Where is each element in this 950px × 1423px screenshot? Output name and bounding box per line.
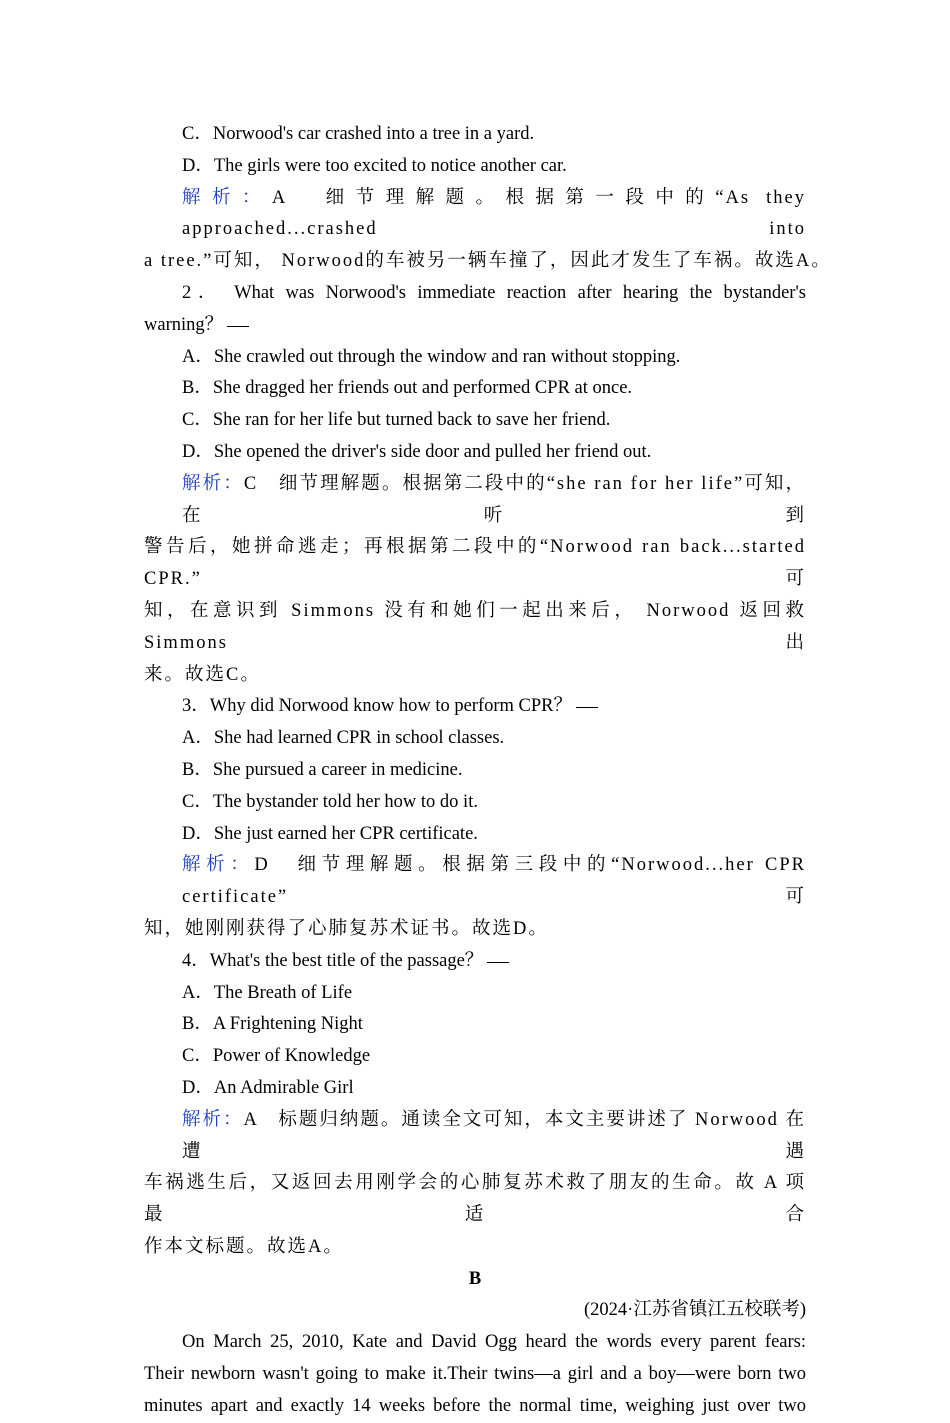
- q1-option-d: D．The girls were too excited to notice another car.: [182, 155, 567, 176]
- document-page: [144, 119, 832, 1423]
- passage-line: Their newborn wasn't going to make it.Their twins—a girl and a boy—were born two: [144, 1364, 806, 1385]
- q4-explanation-line: [144, 1105, 806, 1169]
- q3-explanation-line: 知，她刚刚获得了心肺复苏术证书。故选D。: [144, 918, 549, 939]
- q1-option-c: C．Norwood's car crashed into a tree in a yard.: [182, 124, 535, 144]
- q2-option-a: A．She crawled out through the window and ran without stopping.: [182, 346, 681, 367]
- q3-stem-line: [144, 691, 806, 723]
- q2-option-c: C．She ran for her life but turned back to save her friend.: [182, 410, 611, 431]
- q2-explanation-label: 解析：: [182, 473, 244, 494]
- q2-stem-line: [144, 310, 806, 342]
- q3-stem-text: 3．Why did Norwood know how to perform CPR？: [182, 696, 573, 717]
- q4-option-d: D．An Admirable Girl: [182, 1077, 354, 1098]
- q4-stem-line: [144, 946, 806, 978]
- q4-option-b: B．A Frightening Night: [182, 1014, 363, 1035]
- q4-explanation-line: 车祸逃生后，又返回去用刚学会的心肺复苏术救了朋友的生命。故 A 项最适合: [144, 1173, 806, 1226]
- answer-blank: [227, 325, 249, 327]
- q1-explanation-label: 解析：: [182, 187, 272, 208]
- section-heading: B: [468, 1268, 482, 1289]
- passage-source: (2024·江苏省镇江五校联考): [584, 1300, 806, 1321]
- q2-explanation-line: [144, 469, 806, 533]
- answer-blank: [487, 961, 509, 963]
- q4-explanation-text: A 标题归纳题。通读全文可知，本文主要讲述了 Norwood 在遭遇: [182, 1109, 806, 1162]
- q1-explanation-line: [144, 183, 806, 247]
- q3-explanation-line: [144, 850, 806, 914]
- q4-explanation-label: 解析：: [182, 1109, 244, 1130]
- q1-explanation-text: A 细节理解题。根据第一段中的“As they approached...crashed into: [182, 187, 806, 240]
- q3-option-b: B．She pursued a career in medicine.: [182, 759, 463, 780]
- q3-option-c: C．The bystander told her how to do it.: [182, 791, 478, 812]
- passage-line: On March 25, 2010, Kate and David Ogg heard the words every parent fears:: [182, 1332, 806, 1353]
- q4-stem-text: 4．What's the best title of the passage？: [182, 950, 484, 971]
- q3-option-d: D．She just earned her CPR certificate.: [182, 823, 478, 844]
- q4-option-c: C．Power of Knowledge: [182, 1046, 371, 1067]
- q3-explanation-label: 解析：: [182, 855, 255, 876]
- q2-stem-text: warning？: [144, 314, 224, 335]
- q2-explanation-line: 警告后，她拼命逃走；再根据第二段中的“Norwood ran back...started CPR.”可: [144, 537, 806, 590]
- q3-option-a: A．She had learned CPR in school classes.: [182, 728, 505, 749]
- q2-option-b: B．She dragged her friends out and performed CPR at once.: [182, 378, 633, 399]
- q2-explanation-line: 知，在意识到 Simmons 没有和她们一起出来后， Norwood 返回救 Simmons 出: [144, 600, 806, 653]
- q1-explanation-line: a tree.”可知， Norwood的车被另一辆车撞了，因此才发生了车祸。故选A。: [144, 251, 832, 272]
- q4-explanation-line: 作本文标题。故选A。: [144, 1236, 344, 1257]
- passage-line: minutes apart and exactly 14 weeks before the normal time, weighing just over two: [144, 1395, 806, 1416]
- q3-explanation-text: D 细节理解题。根据第三段中的“Norwood...her CPR certificate”可: [182, 855, 806, 908]
- q4-option-a: A．The Breath of Life: [182, 982, 353, 1003]
- q2-explanation-text: C 细节理解题。根据第二段中的“she ran for her life”可知，在听到: [182, 473, 806, 526]
- answer-blank: [576, 706, 598, 708]
- q2-option-d: D．She opened the driver's side door and pulled her friend out.: [182, 441, 652, 462]
- q2-explanation-line: 来。故选C。: [144, 664, 261, 685]
- q2-stem-line: 2． What was Norwood's immediate reaction after hearing the bystander's: [182, 282, 806, 303]
